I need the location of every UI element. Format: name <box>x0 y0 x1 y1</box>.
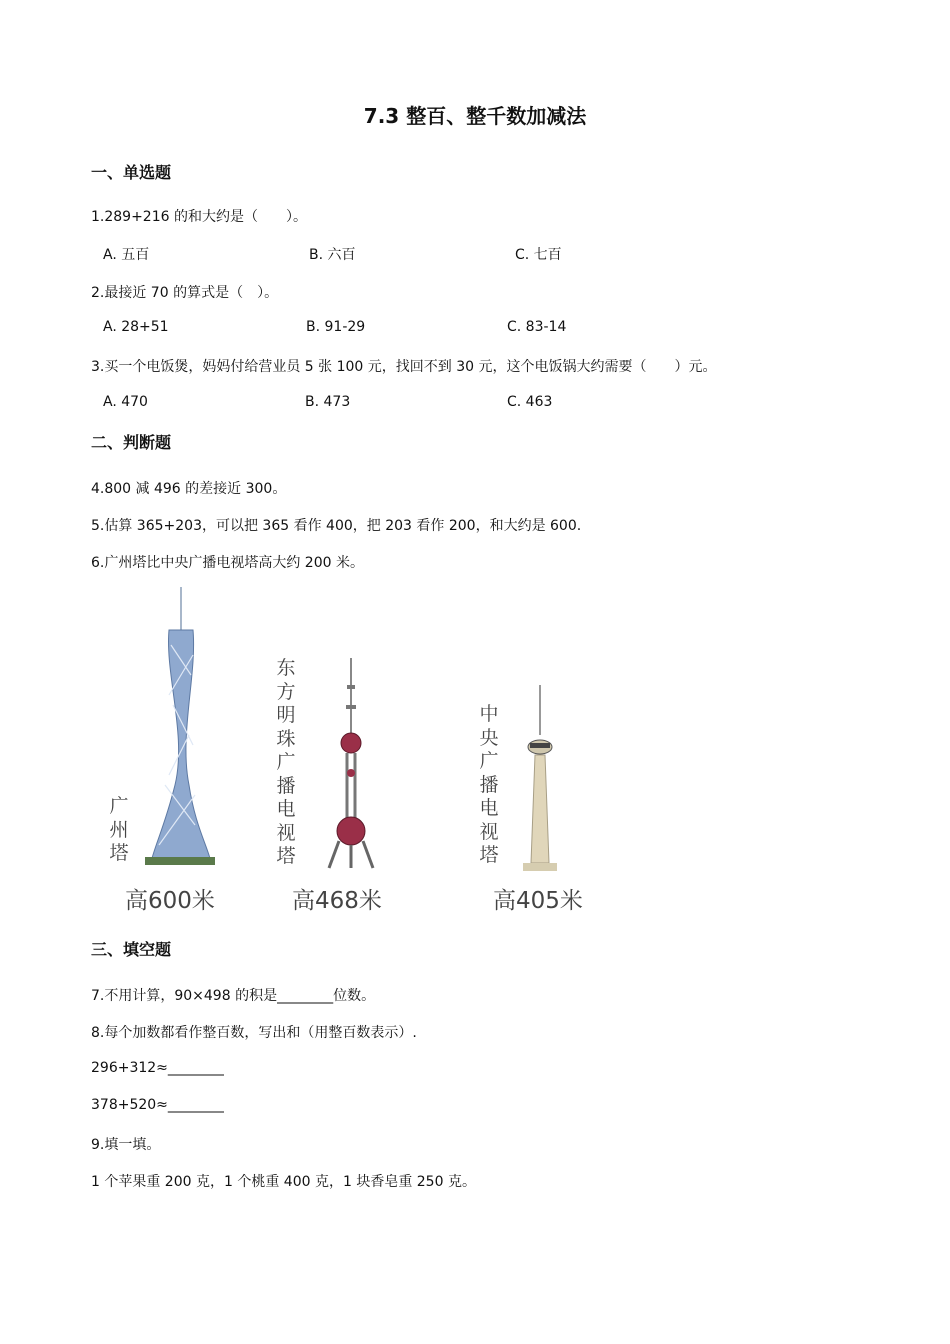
page-title: 7.3 整百、整千数加减法 <box>363 104 587 128</box>
guangzhou-tower-label: 广 州 塔 <box>109 795 129 864</box>
cctv-tower-label: 中 央 广 播 电 视 塔 <box>479 703 499 866</box>
oriental-pearl-tower-drawing <box>329 658 373 868</box>
question-4: 4.800 减 496 的差接近 300。 <box>91 481 287 497</box>
q2-option-c: C. 83-14 <box>507 319 567 335</box>
q2-option-b: B. 91-29 <box>306 319 366 335</box>
question-3: 3.买一个电饭煲，妈妈付给营业员 5 张 100 元，找回不到 30 元，这个电饭锅大约需要（ ）元。 <box>91 359 717 375</box>
q3-option-b: B. 473 <box>305 394 351 410</box>
q1-option-a: A. 五百 <box>103 247 150 263</box>
tower-comparison-figure <box>95 585 625 920</box>
q3-option-c: C. 463 <box>507 394 553 410</box>
q8-line-1: 296+312≈________ <box>91 1060 224 1076</box>
oriental-pearl-tower-label: 东 方 明 珠 广 播 电 视 塔 <box>276 657 296 867</box>
question-7: 7.不用计算，90×498 的积是________位数。 <box>91 988 376 1004</box>
section-heading-single-choice: 一、单选题 <box>91 163 172 182</box>
guangzhou-tower-height: 高600米 <box>125 888 215 914</box>
question-8: 8.每个加数都看作整百数，写出和（用整百数表示）. <box>91 1025 417 1041</box>
cctv-tower-height: 高405米 <box>493 888 583 914</box>
question-2: 2.最接近 70 的算式是（ ）。 <box>91 285 279 301</box>
q9-line-1: 1 个苹果重 200 克，1 个桃重 400 克，1 块香皂重 250 克。 <box>91 1174 476 1190</box>
cctv-tower-drawing <box>523 685 557 871</box>
section-heading-true-false: 二、判断题 <box>91 433 172 452</box>
section-heading-fill-blank: 三、填空题 <box>91 940 172 959</box>
q3-option-a: A. 470 <box>103 394 148 410</box>
guangzhou-tower-drawing <box>145 587 215 865</box>
towers-illustration <box>95 585 625 920</box>
question-1: 1.289+216 的和大约是（ ）。 <box>91 209 307 225</box>
oriental-pearl-tower-height: 高468米 <box>292 888 382 914</box>
question-9: 9.填一填。 <box>91 1137 161 1153</box>
q2-option-a: A. 28+51 <box>103 319 169 335</box>
q1-option-c: C. 七百 <box>515 247 562 263</box>
question-5: 5.估算 365+203，可以把 365 看作 400，把 203 看作 200，和大约是 600. <box>91 518 582 534</box>
q1-option-b: B. 六百 <box>309 247 356 263</box>
q8-line-2: 378+520≈________ <box>91 1097 224 1113</box>
question-6: 6.广州塔比中央广播电视塔高大约 200 米。 <box>91 555 364 571</box>
